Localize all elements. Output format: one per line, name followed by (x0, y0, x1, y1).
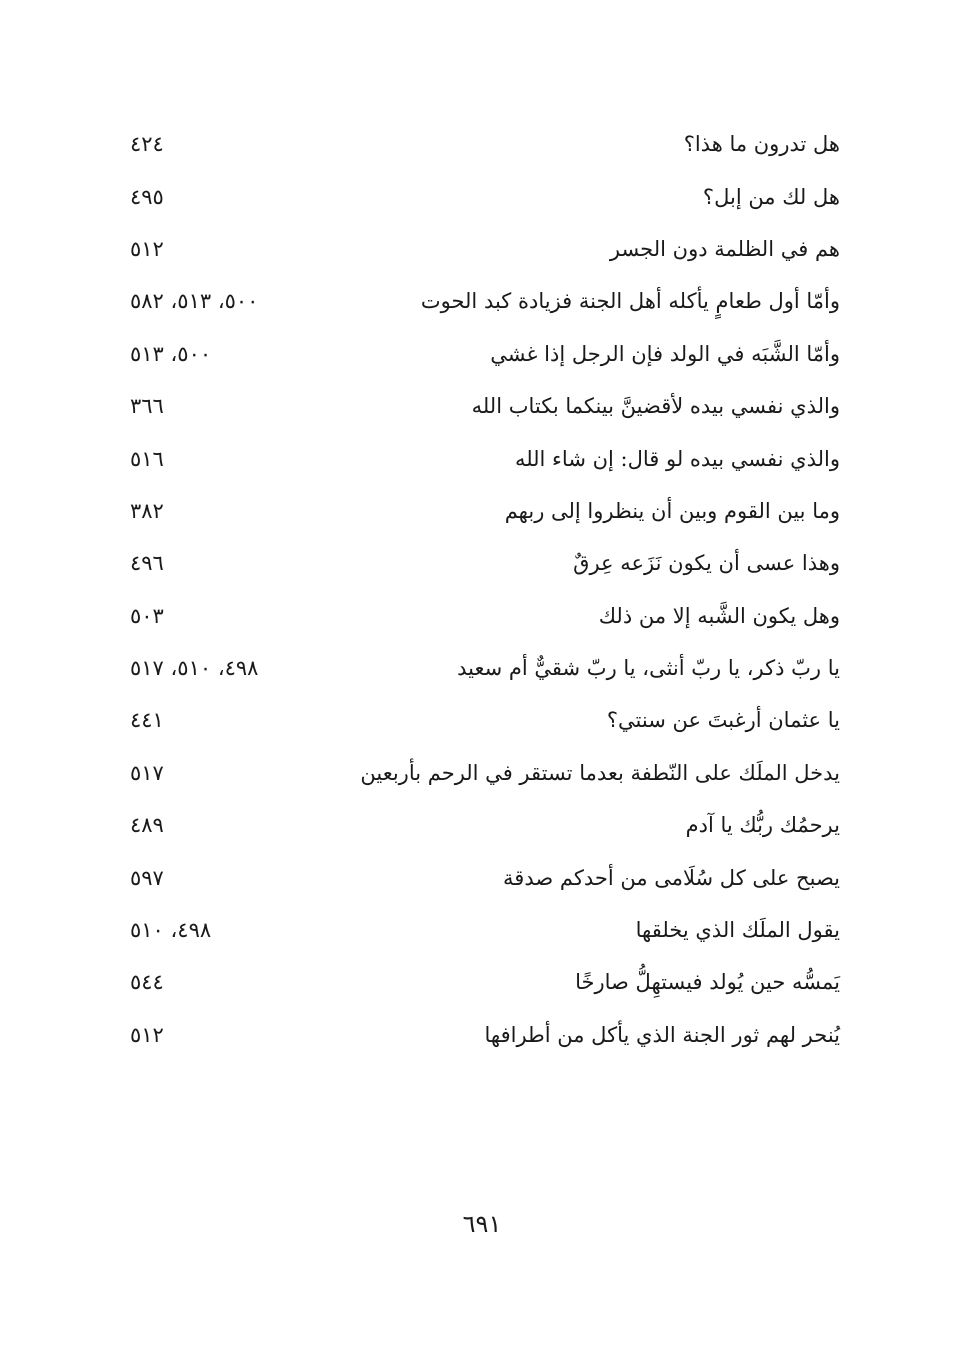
index-entry (130, 275, 840, 327)
entry-page-refs: ٥١٢ (130, 236, 164, 261)
index-entry (130, 537, 840, 589)
index-entry (130, 590, 840, 642)
entry-text: يقول الملَك الذي يخلقها (635, 918, 840, 943)
index-entry (130, 956, 840, 1008)
index-entry (130, 380, 840, 432)
entry-page-refs: ٣٦٦ (130, 394, 164, 419)
entry-page-refs: ٤٩٨، ٥١٠، ٥١٧ (130, 656, 259, 681)
entry-text: يُنحر لهم ثور الجنة الذي يأكل من أطرافها (484, 1022, 840, 1047)
entry-page-refs: ٣٨٢ (130, 498, 164, 523)
entry-page-refs: ٥١٧ (130, 760, 164, 785)
entry-page-refs: ٤٩٦ (130, 551, 164, 576)
index-entry (130, 904, 840, 956)
index-entry (130, 223, 840, 275)
entry-text: هل تدرون ما هذا؟ (683, 132, 840, 157)
entry-text: يرحمُك ربُّك يا آدم (685, 813, 840, 838)
entry-text: والذي نفسي بيده لو قال: إن شاء الله (514, 446, 840, 471)
entry-page-refs: ٥٩٧ (130, 865, 164, 890)
entry-page-refs: ٤٤١ (130, 708, 164, 733)
index-entry (130, 642, 840, 694)
entry-page-refs: ٥٠٠، ٥١٣، ٥٨٢ (130, 289, 259, 314)
index-entry (130, 799, 840, 851)
entry-page-refs: ٤٩٨، ٥١٠ (130, 918, 212, 943)
index-entry (130, 1009, 840, 1061)
entry-text: يا عثمان أرغبتَ عن سنتي؟ (606, 708, 840, 733)
entry-page-refs: ٥١٦ (130, 446, 164, 471)
index-entry (130, 851, 840, 903)
entry-page-refs: ٥١٢ (130, 1022, 164, 1047)
entry-text: يصبح على كل سُلَامى من أحدكم صدقة (503, 865, 840, 890)
entry-text: يَمسُّه حين يُولد فيستهِلُّ صارخًا (575, 970, 840, 995)
entry-text: يا ربّ ذكر، يا ربّ أنثى، يا ربّ شقيٌّ أم سعيد (457, 656, 840, 681)
index-entry (130, 432, 840, 484)
entry-text: وهل يكون الشَّبه إلا من ذلك (598, 603, 840, 628)
entry-page-refs: ٤٩٥ (130, 184, 164, 209)
index-entry (130, 170, 840, 222)
entry-text: وأمّا الشَّبَه في الولد فإن الرجل إذا غشي (490, 341, 840, 366)
entry-text: وما بين القوم وبين أن ينظروا إلى ربهم (504, 498, 840, 523)
entry-text: هم في الظلمة دون الجسر (609, 236, 840, 261)
index-entry (130, 118, 840, 170)
entry-page-refs: ٥٠٠، ٥١٣ (130, 341, 212, 366)
entry-text: هل لك من إبل؟ (702, 184, 840, 209)
entry-text: يدخل الملَك على النّطفة بعدما تستقر في الرحم بأربعين (360, 760, 840, 785)
entry-page-refs: ٥٤٤ (130, 970, 164, 995)
entry-text: وأمّا أول طعامٍ يأكله أهل الجنة فزيادة كبد الحوت (420, 289, 840, 314)
index-entry (130, 694, 840, 746)
entry-page-refs: ٤٨٩ (130, 813, 164, 838)
entry-page-refs: ٤٢٤ (130, 132, 164, 157)
entry-page-refs: ٥٠٣ (130, 603, 164, 628)
index-entry (130, 747, 840, 799)
entry-text: والذي نفسي بيده لأقضينَّ بينكما بكتاب الله (471, 394, 840, 419)
index-entry (130, 485, 840, 537)
entry-text: وهذا عسى أن يكون نَزَعه عِرقٌ (573, 551, 840, 576)
hadith-index-list (130, 118, 840, 1061)
page-number: ٦٩١ (462, 1210, 502, 1238)
index-entry (130, 328, 840, 380)
